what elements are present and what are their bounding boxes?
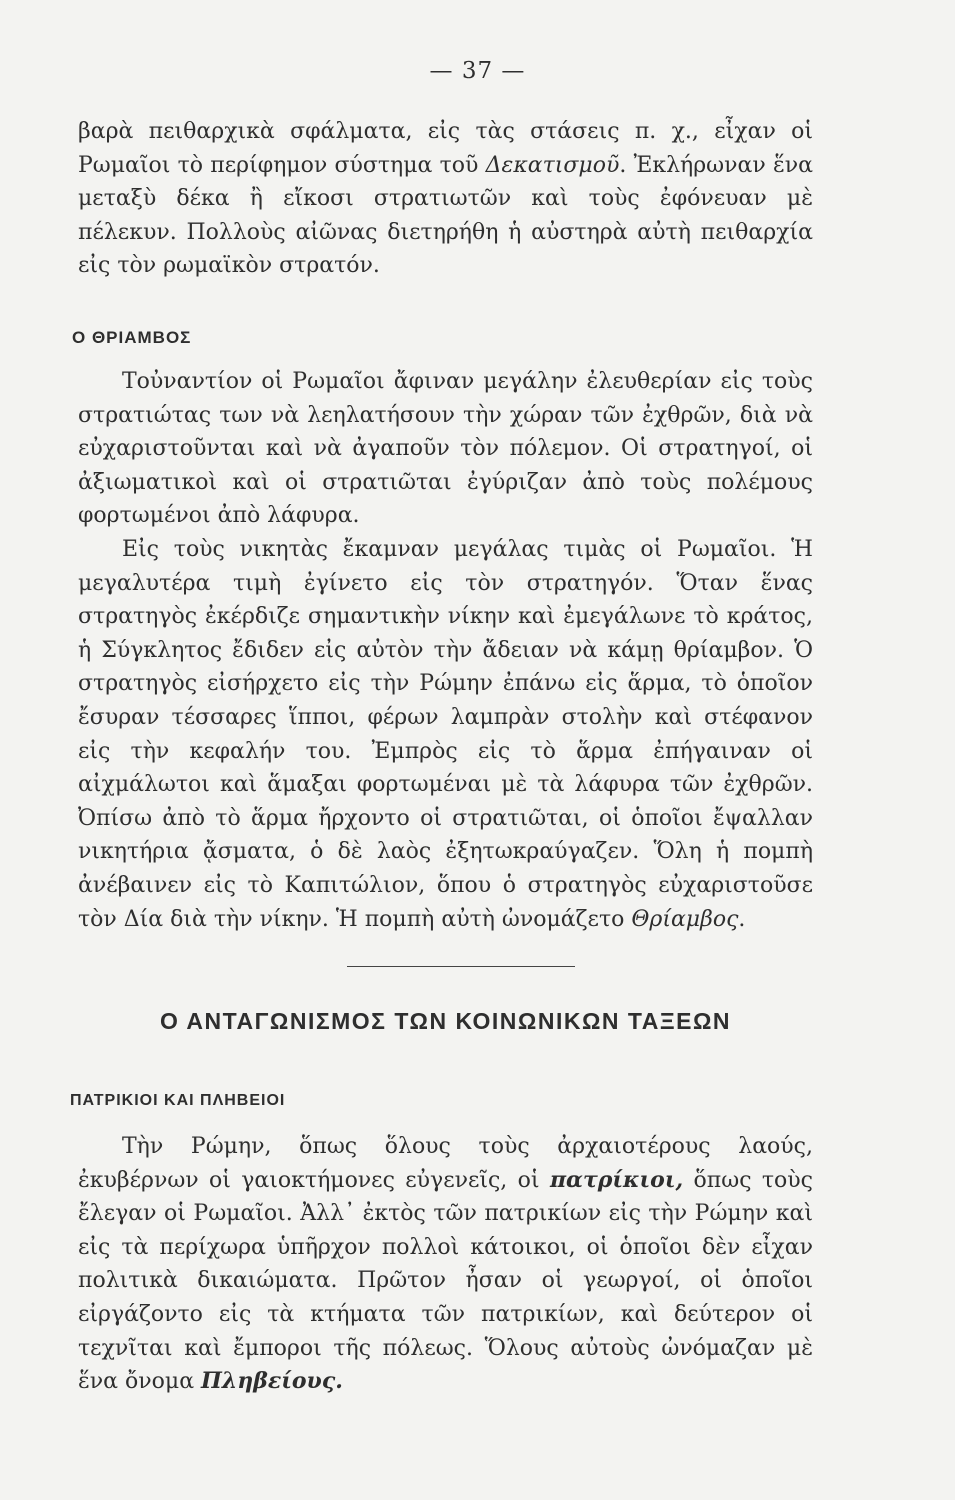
section-body — [78, 1130, 813, 1399]
triumph-p2-end: . — [738, 906, 746, 932]
intro-paragraph — [78, 115, 813, 283]
section-paragraph-1 — [78, 1130, 813, 1399]
section-heading: Ο ΑΝΤΑΓΩΝΙΣΜΟΣ ΤΩΝ ΚΟΙΝΩΝΙΚΩΝ ΤΑΞΕΩΝ — [159, 1008, 732, 1034]
triumph-paragraph-2 — [78, 533, 813, 936]
intro-text: βαρὰ πειθαρχικὰ σφάλματα, εἰς τὰς στάσεις π. χ., εἶχαν οἱ Ρωμαῖοι τὸ περίφημον σύστημα τοῦ — [78, 119, 813, 178]
triumph-term: Θρίαμβος — [631, 906, 739, 932]
intro-paragraph-block — [78, 115, 813, 283]
intro-term: Δεκατισμοῦ — [485, 152, 620, 178]
subsection-heading: ΠΑΤΡΙΚΙΟΙ ΚΑΙ ΠΛΗΒΕΙΟΙ — [70, 1092, 286, 1109]
triumph-heading: Ο ΘΡΙΑΜΒΟΣ — [72, 328, 192, 347]
term-plebeians: Πληβείους. — [201, 1368, 343, 1395]
triumph-body — [78, 365, 813, 936]
triumph-paragraph-1: Τοὐναντίον οἱ Ρωμαῖοι ἄφιναν μεγάλην ἐλευθερίαν εἰς τοὺς στρατιώτας των νὰ λεηλατήσουν τὴν χώραν τῶν ἐχθρῶν, διὰ νὰ εὐχαριστοῦνται καὶ νὰ ἀγαποῦν τὸν πόλεμον. Οἱ στρατηγοί, οἱ ἀξιωματικοὶ καὶ οἱ στρατιῶται ἐγύριζαν ἀπὸ τοὺς πολέμους φορτωμένοι ἀπὸ λάφυρα. — [78, 369, 813, 529]
section-p1-mid: ὅπως τοὺς ἔλεγαν οἱ Ρωμαῖοι. Ἀλλ᾽ ἐκτὸς τῶν πατρικίων εἰς τὴν Ρώμην καὶ εἰς τὰ περίχωρα ὑπῆρχον πολλοὶ κάτοικοι, οἱ ὁποῖοι δὲν εἶχαν πολιτικὰ δικαιώματα. Πρῶτον ἦσαν οἱ γεωργοί, οἱ ὁποῖοι εἰργάζοντο εἰς τὰ κτήματα τῶν πατρικίων, καὶ δεύτερον οἱ τεχνῖται καὶ ἔμποροι τῆς πόλεως. Ὅλους αὐτοὺς ὠνόμαζαν μὲ ἕνα ὄνομα — [78, 1167, 813, 1395]
section-heading-block — [78, 1008, 813, 1035]
section-p1-start: Τὴν Ρώμην, ὅπως ὅλους τοὺς ἀρχαιοτέρους λαούς, ἐκυβέρνων οἱ γαιοκτήμονες εὐγενεῖς, οἱ — [78, 1134, 813, 1193]
triumph-section — [72, 328, 813, 348]
subsection-heading-block — [70, 1092, 813, 1110]
page-number: — 37 — — [429, 58, 526, 84]
intro-text-after: . Ἐκλήρωναν ἕνα μεταξὺ δέκα ἢ εἴκοσι στρατιωτῶν καὶ τοὺς ἐφόνευαν μὲ πέλεκυν. Πολλοὺς αἰῶνας διετηρήθη ἡ αὐστηρὰ αὐτὴ πειθαρχία εἰς τὸν ρωμαϊκὸν στρατόν. — [78, 152, 813, 279]
section-divider — [347, 966, 575, 967]
term-patricians: πατρίκιοι, — [549, 1166, 684, 1193]
triumph-p2-text: Εἰς τοὺς νικητὰς ἔκαμναν μεγάλας τιμὰς οἱ Ρωμαῖοι. Ἡ μεγαλυτέρα τιμὴ ἐγίνετο εἰς τὸν στρατηγόν. Ὅταν ἕνας στρατηγὸς ἐκέρδιζε σημαντικὴν νίκην καὶ ἐμεγάλωνε τὸ κράτος, ἡ Σύγκλητος ἔδιδεν εἰς αὐτὸν τὴν ἄδειαν νὰ κάμῃ θρίαμβον. Ὁ στρατηγὸς εἰσήρχετο εἰς τὴν Ρώμην ἐπάνω εἰς ἅρμα, τὸ ὁποῖον ἔσυραν τέσσαρες ἵπποι, φέρων λαμπρὰν στολὴν καὶ στέφανον εἰς τὴν κεφαλήν του. Ἐμπρὸς εἰς τὸ ἅρμα ἐπήγαιναν οἱ αἰχμάλωτοι καὶ ἅμαξαι φορτωμέναι μὲ τὰ λάφυρα τῶν ἐχθρῶν. Ὀπίσω ἀπὸ τὸ ἅρμα ἤρχοντο οἱ στρατιῶται, οἱ ὁποῖοι ἔψαλλαν νικητήρια ᾄσματα, ὁ δὲ λαὸς ἐξητωκραύγαζεν. Ὅλη ἡ πομπὴ ἀνέβαινεν εἰς τὸ Καπιτώλιον, ὅπου ὁ στρατηγὸς εὐχαριστοῦσε τὸν Δία διὰ τὴν νίκην. Ἡ πομπὴ αὐτὴ ὠνομάζετο — [78, 536, 813, 932]
